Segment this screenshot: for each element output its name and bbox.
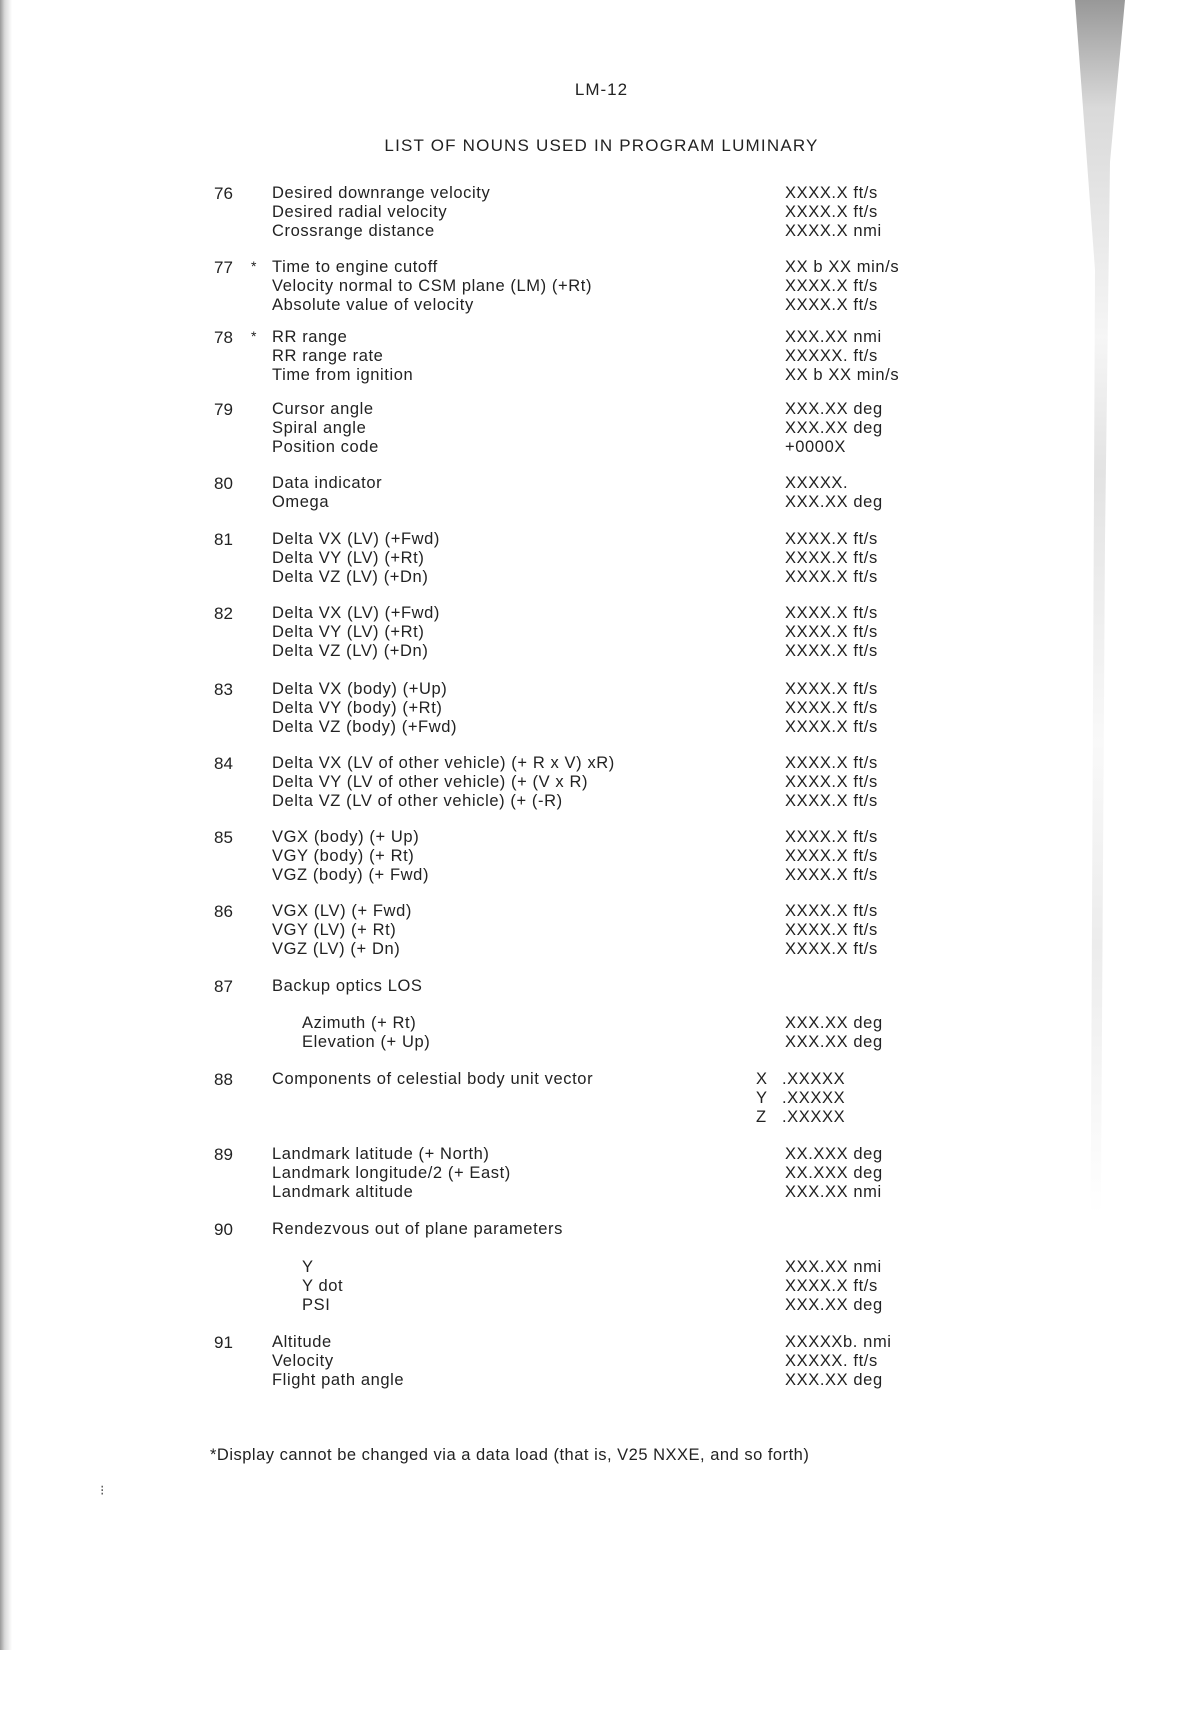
axis-label: Z (756, 1108, 767, 1126)
description-line: Landmark latitude (+ North) (272, 1145, 490, 1163)
noun-values (785, 754, 878, 811)
noun-description (272, 1070, 593, 1089)
value-line: XXXX.X ft/s (785, 604, 878, 622)
noun-values (785, 258, 899, 315)
subitem-line: Azimuth (+ Rt) (302, 1014, 417, 1032)
footnote: *Display cannot be changed via a data load (that is, V25 NXXE, and so forth) (210, 1446, 810, 1464)
noun-number: 78 (214, 328, 233, 347)
noun-number: 76 (214, 184, 233, 203)
description-line: Omega (272, 493, 330, 511)
noun-description (272, 977, 423, 996)
description-line: RR range rate (272, 347, 384, 365)
noun-values (785, 902, 878, 959)
noun-number: 88 (214, 1070, 233, 1089)
description-line: VGZ (body) (+ Fwd) (272, 866, 430, 884)
description-line: Backup optics LOS (272, 977, 423, 995)
noun-values (785, 530, 878, 587)
noun-values (785, 328, 899, 385)
description-line: Desired downrange velocity (272, 184, 491, 202)
noun-number: 91 (214, 1333, 233, 1352)
noun-description (272, 184, 490, 241)
noun-number: 77 (214, 258, 233, 277)
description-line: RR range (272, 328, 348, 346)
value-line: XXXX.X ft/s (785, 277, 878, 295)
noun-description (272, 754, 615, 811)
noun-description (272, 680, 457, 737)
noun-values (785, 1333, 892, 1390)
noun-number: 84 (214, 754, 233, 773)
noun-description (272, 258, 592, 315)
value-line: XXXX.X ft/s (785, 773, 878, 791)
value-line: XXXX.X ft/s (785, 847, 878, 865)
value-line: XXXX.X ft/s (785, 642, 878, 660)
description-line: Time to engine cutoff (272, 258, 438, 276)
description-line: Absolute value of velocity (272, 296, 474, 314)
value-line: XXX.XX deg (785, 1014, 883, 1032)
noun-number: 81 (214, 530, 233, 549)
value-line: XXXX.X nmi (785, 222, 882, 240)
scan-edge-right (1075, 0, 1125, 1350)
value-line: XXXX.X ft/s (785, 568, 878, 586)
vector-axis-labels (756, 1070, 767, 1127)
noun-values (785, 184, 882, 241)
axis-label: Y (756, 1089, 768, 1107)
description-line: Spiral angle (272, 419, 367, 437)
scan-edge-left (0, 0, 12, 1650)
value-line: .XXXXX (782, 1089, 846, 1107)
value-line: XXXXX. (785, 474, 849, 492)
value-line: XXX.XX nmi (785, 1183, 882, 1201)
subitem-line: Y dot (302, 1277, 344, 1295)
noun-values (785, 474, 883, 512)
noun-description (272, 1333, 404, 1390)
description-line: Delta VY (LV of other vehicle) (+ (V x R) (272, 773, 589, 791)
description-line: Delta VX (LV of other vehicle) (+ R x V) xR) (272, 754, 615, 772)
value-line: XXXX.X ft/s (785, 184, 878, 202)
noun-description (272, 1220, 563, 1239)
description-line: Delta VY (LV) (+Rt) (272, 549, 425, 567)
noun-subitems (302, 1258, 343, 1315)
description-line: VGY (LV) (+ Rt) (272, 921, 397, 939)
noun-number: 85 (214, 828, 233, 847)
value-line: XX.XXX deg (785, 1145, 883, 1163)
description-line: Velocity (272, 1352, 334, 1370)
description-line: Landmark altitude (272, 1183, 414, 1201)
value-line: XXXX.X ft/s (785, 530, 878, 548)
description-line: Flight path angle (272, 1371, 405, 1389)
value-line: XXXX.X ft/s (785, 623, 878, 641)
description-line: VGY (body) (+ Rt) (272, 847, 415, 865)
value-line: XXX.XX nmi (785, 1258, 882, 1276)
noun-values (785, 604, 878, 661)
value-line: XXX.XX deg (785, 1371, 883, 1389)
noun-values (785, 400, 883, 457)
subitem-line: Elevation (+ Up) (302, 1033, 431, 1051)
noun-description (272, 604, 440, 661)
noun-number: 83 (214, 680, 233, 699)
value-line: XXXX.X ft/s (785, 940, 878, 958)
noun-number: 82 (214, 604, 233, 623)
description-line: Landmark longitude/2 (+ East) (272, 1164, 511, 1182)
noun-description (272, 828, 429, 885)
value-line: XXX.XX deg (785, 419, 883, 437)
axis-label: X (756, 1070, 768, 1088)
page-number: LM-12 (574, 80, 629, 99)
description-line: VGX (body) (+ Up) (272, 828, 420, 846)
description-line: Delta VY (LV) (+Rt) (272, 623, 425, 641)
value-line: XXXX.X ft/s (785, 866, 878, 884)
description-line: Components of celestial body unit vector (272, 1070, 594, 1088)
subitem-line: Y (302, 1258, 314, 1276)
value-line: XXXXX. ft/s (785, 1352, 878, 1370)
value-line: XXX.XX deg (785, 400, 883, 418)
noun-subitems (302, 1014, 430, 1052)
value-line: XXXX.X ft/s (785, 296, 878, 314)
description-line: Rendezvous out of plane parameters (272, 1220, 563, 1238)
value-line: XXXX.X ft/s (785, 754, 878, 772)
value-line: .XXXXX (782, 1070, 846, 1088)
noun-description (272, 328, 413, 385)
value-line: XXXX.X ft/s (785, 921, 878, 939)
noun-number: 89 (214, 1145, 233, 1164)
value-line: XXXX.X ft/s (785, 828, 878, 846)
noun-description (272, 530, 440, 587)
description-line: Crossrange distance (272, 222, 435, 240)
subitem-line: PSI (302, 1296, 331, 1314)
noun-description (272, 902, 412, 959)
asterisk-marker: * (251, 328, 257, 344)
noun-number: 87 (214, 977, 233, 996)
description-line: Cursor angle (272, 400, 374, 418)
value-line: XXX.XX nmi (785, 328, 882, 346)
noun-values (785, 1145, 883, 1202)
value-line: XXX.XX deg (785, 1296, 883, 1314)
noun-values (782, 1070, 845, 1127)
value-line: XX b XX min/s (785, 258, 900, 276)
description-line: Delta VZ (LV) (+Dn) (272, 642, 429, 660)
value-line: XXXX.X ft/s (785, 792, 878, 810)
noun-values (785, 1258, 883, 1315)
description-line: VGZ (LV) (+ Dn) (272, 940, 401, 958)
value-line: XX b XX min/s (785, 366, 900, 384)
value-line: XXX.XX deg (785, 493, 883, 511)
value-line: XXXX.X ft/s (785, 902, 878, 920)
description-line: VGX (LV) (+ Fwd) (272, 902, 412, 920)
noun-description (272, 1145, 511, 1202)
noun-values (785, 1014, 883, 1052)
value-line: XXXXXb. nmi (785, 1333, 892, 1351)
value-line: XXXX.X ft/s (785, 549, 878, 567)
description-line: Delta VZ (body) (+Fwd) (272, 718, 458, 736)
description-line: Data indicator (272, 474, 383, 492)
value-line: .XXXXX (782, 1108, 846, 1126)
noun-description (272, 474, 382, 512)
description-line: Time from ignition (272, 366, 414, 384)
description-line: Position code (272, 438, 379, 456)
value-line: XX.XXX deg (785, 1164, 883, 1182)
noun-number: 90 (214, 1220, 233, 1239)
scan-artifact: ⁝ (100, 1482, 105, 1498)
value-line: +0000X (785, 438, 846, 456)
asterisk-marker: * (251, 258, 257, 274)
noun-number: 80 (214, 474, 233, 493)
page-title: LIST OF NOUNS USED IN PROGRAM LUMINARY (384, 136, 819, 155)
noun-number: 86 (214, 902, 233, 921)
noun-values (785, 828, 878, 885)
noun-description (272, 400, 379, 457)
value-line: XXXX.X ft/s (785, 718, 878, 736)
description-line: Delta VX (LV) (+Fwd) (272, 604, 441, 622)
value-line: XXXX.X ft/s (785, 1277, 878, 1295)
value-line: XXXXX. ft/s (785, 347, 878, 365)
description-line: Delta VX (body) (+Up) (272, 680, 448, 698)
value-line: XXXX.X ft/s (785, 680, 878, 698)
noun-values (785, 680, 878, 737)
description-line: Velocity normal to CSM plane (LM) (+Rt) (272, 277, 593, 295)
noun-number: 79 (214, 400, 233, 419)
description-line: Delta VX (LV) (+Fwd) (272, 530, 441, 548)
value-line: XXXX.X ft/s (785, 699, 878, 717)
description-line: Delta VZ (LV) (+Dn) (272, 568, 429, 586)
description-line: Delta VY (body) (+Rt) (272, 699, 443, 717)
description-line: Desired radial velocity (272, 203, 448, 221)
value-line: XXXX.X ft/s (785, 203, 878, 221)
description-line: Delta VZ (LV of other vehicle) (+ (-R) (272, 792, 563, 810)
value-line: XXX.XX deg (785, 1033, 883, 1051)
description-line: Altitude (272, 1333, 332, 1351)
